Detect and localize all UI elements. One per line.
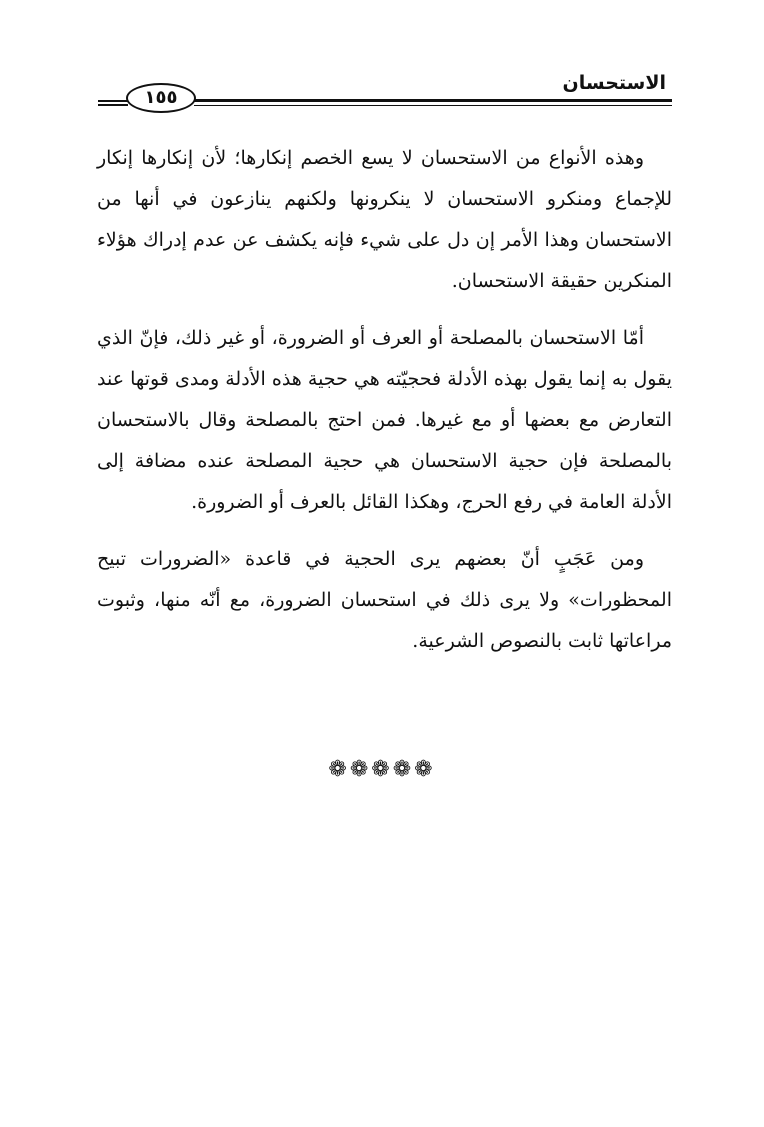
header-rule-left-lower bbox=[98, 104, 128, 106]
section-end-ornament: ❁❁❁❁❁ bbox=[328, 757, 436, 782]
paragraph-3: ومن عَجَبٍ أنّ بعضهم يرى الحجية في قاعدة «الضرورات تبيح المحظورات» ولا يرى ذلك في استحسان الضرورة، مع أنّه منها، وثبوت مراعاتها ثابت بالنصوص الشرعية. bbox=[97, 548, 672, 652]
header-rule-left-upper bbox=[98, 100, 128, 102]
page-number: ١٥٥ bbox=[126, 83, 196, 113]
page-header bbox=[98, 66, 672, 110]
running-title: الاستحسان bbox=[562, 72, 666, 94]
header-rule-thick bbox=[194, 99, 672, 102]
paragraph-1: وهذه الأنواع من الاستحسان لا يسع الخصم إنكارها؛ لأن إنكارها إنكار للإجماع ومنكرو الاستحسان لا ينكرونها ولكنهم ينازعون في أنها من الاستحسان وهذا الأمر إن دل على شيء فإنه يكشف عن عدم إدراك هؤلاء المنكرين حقيقة الاستحسان. bbox=[97, 147, 672, 292]
paragraph-2: أمّا الاستحسان بالمصلحة أو العرف أو الضرورة، أو غير ذلك، فإنّ الذي يقول به إنما يقول بهذه الأدلة فحجيّته هي حجية هذه الأدلة ومدى قوتها عند التعارض مع بعضها أو مع غيرها. فمن احتج بالمصلحة وقال بالاستحسان بالمصلحة فإن حجية الاستحسان هي حجية المصلحة عنده مضافة إلى الأدلة العامة في رفع الحرج، وهكذا القائل بالعرف أو الضرورة. bbox=[97, 327, 672, 513]
body-text bbox=[97, 138, 672, 678]
header-rule-thin bbox=[194, 105, 672, 106]
